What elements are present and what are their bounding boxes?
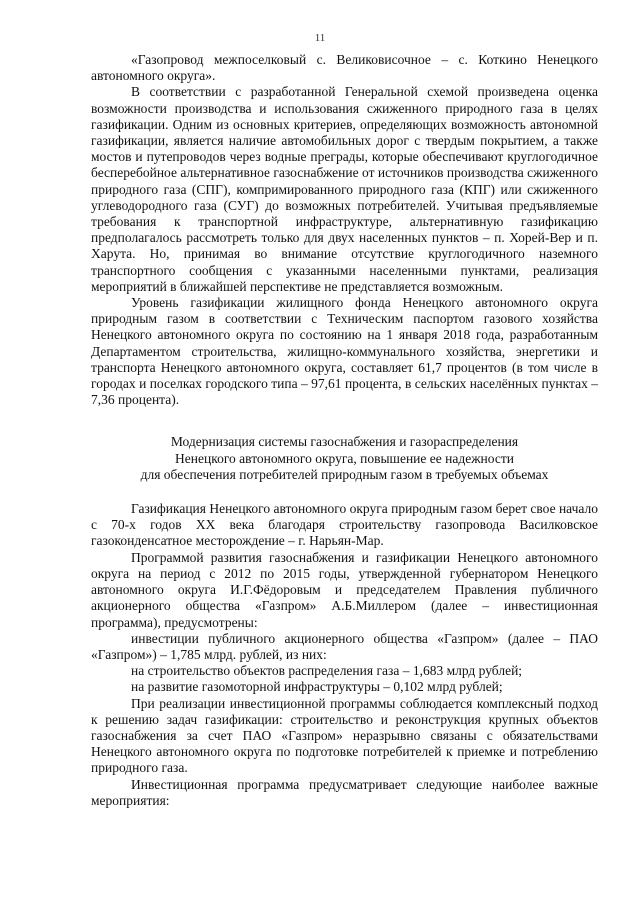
paragraph-investment-program: Программой развития газоснабжения и газификации Ненецкого автономного округа на период с 2012 по 2015 годы, утвержденной губернатором Ненецкого автономного округа И.Г.Фёдоровым и председателем Правления публичного акционерного общества «Газпром» А.Б.Миллером (далее – инвестиционная программа), предусмотрены: xyxy=(91,549,598,630)
list-item-distribution: на строительство объектов распределения газа – 1,683 млрд рублей; xyxy=(131,663,523,679)
section-heading-line: Модернизация системы газоснабжения и газораспределения xyxy=(170,434,519,450)
page-number: 11 xyxy=(314,32,326,44)
paragraph-complex-approach: При реализации инвестиционной программы соблюдается комплексный подход к решению задач газификации: строительство и реконструкция крупных объектов газоснабжения за счет ПАО «Газпром» неразрывно связаны с обязательствами Ненецкого автономного округа по подготовке потребителей к приемке и потреблению природного газа. xyxy=(91,695,598,776)
paragraph-general-scheme: В соответствии с разработанной Генеральной схемой произведена оценка возможности производства и использования сжиженного природного газа в целях газификации. Одним из основных критериев, определяющих возможность автономной газификации, является наличие автомобильных дорог с твердым покрытием, а также мостов и путепроводов через водные преграды, которые обеспечивают круглогодичное бесперебойное альтернативное газоснабжение от источников производства сжиженного природного газа (СПГ), компримированного природного газа (КПГ) или сжиженного углеводородного газа (СУГ) до возможных потребителей. Учитывая предъявляемые требования к транспортной инфраструктуре, альтернативную газификацию предполагалось рассмотреть только для двух населенных пунктов – п. Хорей-Вер и п. Харута. Но, принимая во внимание отсутствие круглогодичного наземного транспортного сообщения с указанными населенными пунктами, реализация мероприятий в ближайшей перспективе не представляется возможным. xyxy=(91,84,598,294)
paragraph-key-measures: Инвестиционная программа предусматривает следующие наиболее важные мероприятия: xyxy=(91,776,598,808)
section-heading xyxy=(91,434,598,483)
paragraph-gasification-level: Уровень газификации жилищного фонда Ненецкого автономного округа природным газом в соответствии с Техническим паспортом газового хозяйства Ненецкого автономного округа по состоянию на 1 января 2018 года, разработанным Департаментом строительства, жилищно-коммунального хозяйства, энергетики и транспорта Ненецкого автономного округа, составляет 61,7 процентов (в том числе в городах и поселках городского типа – 97,61 процента, в сельских населённых пунктах – 7,36 процента). xyxy=(91,295,598,408)
document-body xyxy=(91,52,598,809)
paragraph-gasification-history: Газификация Ненецкого автономного округа природным газом берет свое начало с 70-х годов XX века благодаря строительству газопровода Василковское газоконденсатное месторождение – г. Нарьян-Мар. xyxy=(91,501,599,549)
paragraph-gazprom-investments: инвестиции публичного акционерного общества «Газпром» (далее – ПАО «Газпром») – 1,785 млрд. рублей, из них: xyxy=(91,630,598,662)
section-heading-line: Ненецкого автономного округа, повышение ее надежности xyxy=(175,450,514,466)
list-item-gas-motor: на развитие газомоторной инфраструктуры – 0,102 млрд рублей; xyxy=(131,679,503,695)
section-heading-line: для обеспечения потребителей природным газом в требуемых объемах xyxy=(140,466,549,482)
paragraph-gas-pipeline-title: «Газопровод межпоселковый с. Великовисочное – с. Коткино Ненецкого автономного округа». xyxy=(91,52,598,84)
